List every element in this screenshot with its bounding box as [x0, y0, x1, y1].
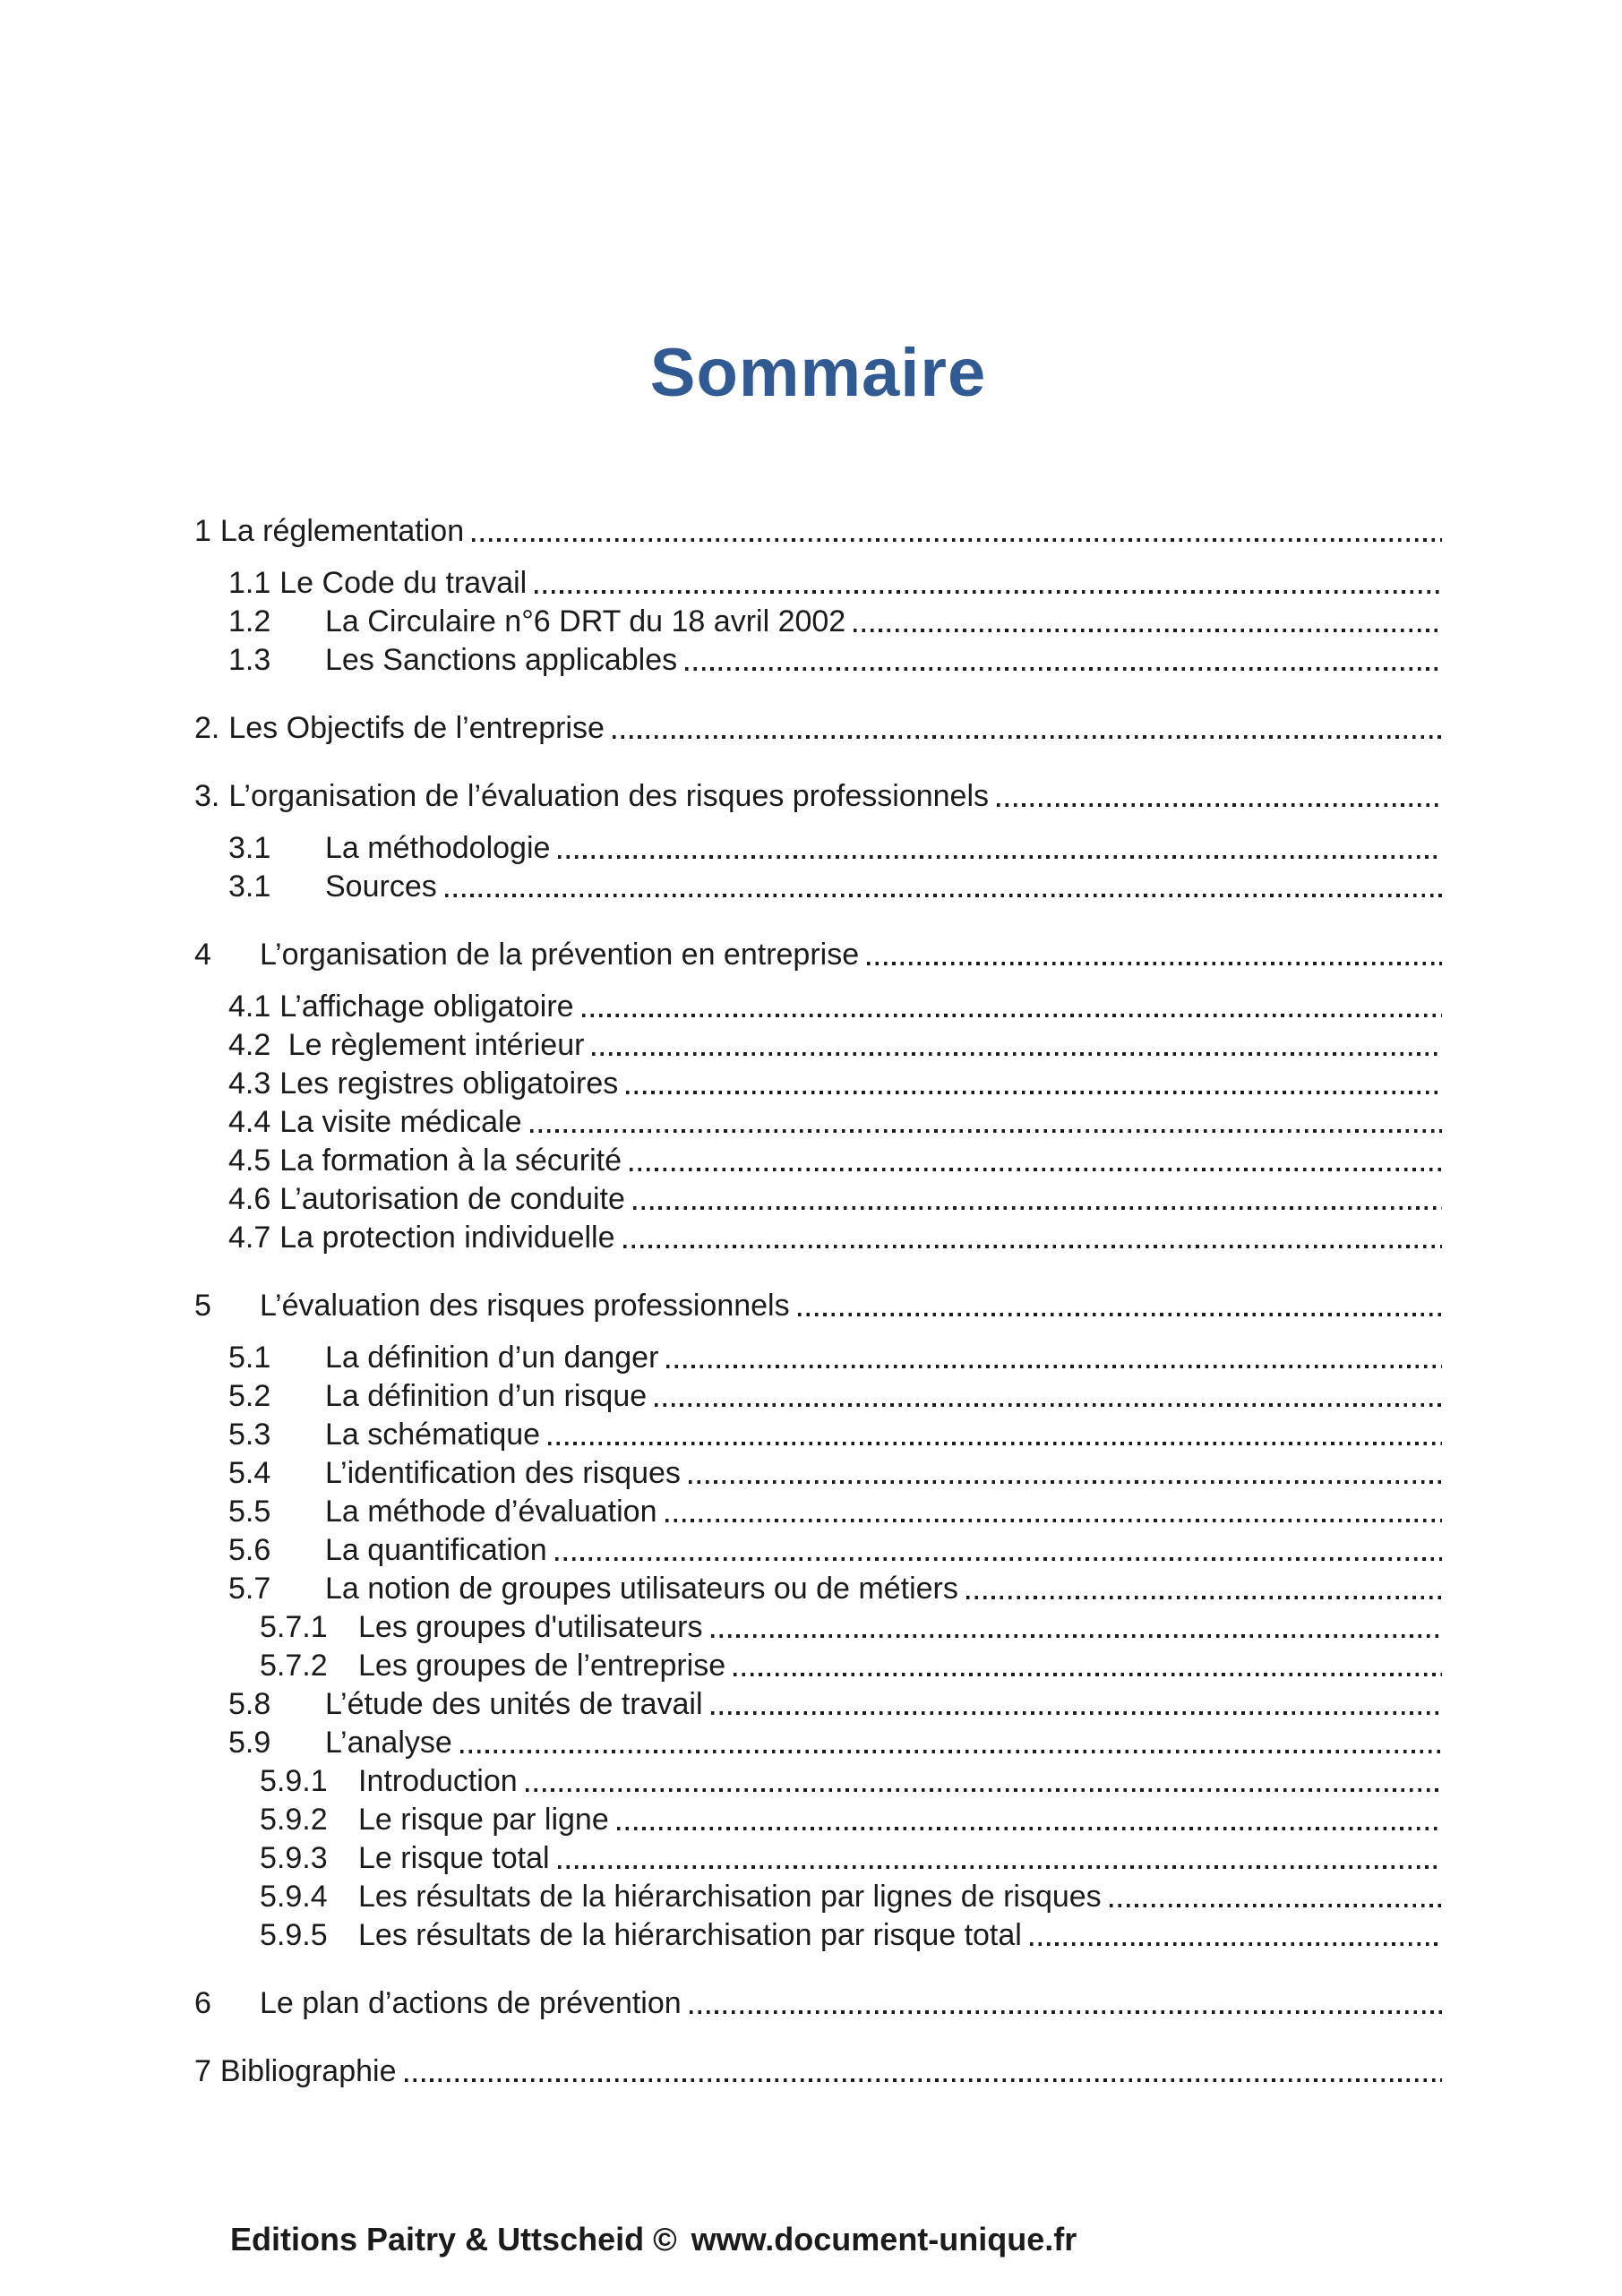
toc-section: [194, 1287, 1442, 1955]
toc-entry: [228, 1180, 1442, 1219]
toc-entry-number: 3.1: [228, 831, 271, 865]
toc-entry-label: La Circulaire n°6 DRT du 18 avril 2002: [325, 604, 846, 638]
dot-leader: [558, 1839, 1442, 1878]
toc-entry-number: 4.2: [228, 1028, 271, 1062]
dot-leader: [405, 2052, 1442, 2091]
toc-entry-label: La notion de groupes utilisateurs ou de métiers: [325, 1572, 958, 1606]
toc-entry-label: Bibliographie: [219, 2054, 397, 2088]
footer-publisher: Editions Paitry & Uttscheid ©: [230, 2221, 677, 2257]
toc-entry: [228, 1103, 1442, 1142]
toc-section: [194, 936, 1442, 1257]
dot-leader: [623, 1219, 1442, 1257]
dot-leader: [665, 1493, 1443, 1531]
toc-entry: [194, 512, 1442, 551]
toc-entry-label: Introduction: [358, 1764, 518, 1798]
toc-entry-label: Les registres obligatoires: [279, 1067, 619, 1101]
toc-entry-label: La définition d’un risque: [325, 1379, 648, 1413]
table-of-contents: [194, 512, 1442, 2091]
toc-section: [194, 709, 1442, 748]
toc-entry-number: 3.1: [228, 870, 271, 904]
toc-entry-number: 5.9.3: [260, 1841, 328, 1875]
toc-entry: [228, 1531, 1442, 1570]
toc-entry-label: La méthode d’évaluation: [325, 1495, 657, 1529]
toc-entry-number: 5.7: [228, 1572, 271, 1606]
dot-leader: [690, 1984, 1442, 2023]
toc-entry: [260, 1762, 1442, 1801]
toc-entry: [194, 777, 1442, 816]
toc-entry: [228, 1416, 1442, 1454]
toc-entry: [194, 709, 1442, 748]
dot-leader: [966, 1570, 1442, 1608]
toc-entry: [194, 2052, 1442, 2091]
toc-entry-number: 5.7.2: [260, 1649, 328, 1683]
dot-leader: [685, 641, 1442, 680]
toc-entry-label: La protection individuelle: [279, 1221, 615, 1255]
toc-entry: [228, 868, 1442, 906]
toc-entry-number: 5.1: [228, 1341, 271, 1375]
toc-entry: [260, 1608, 1442, 1647]
toc-entry: [228, 1493, 1442, 1531]
toc-entry-number: 4: [194, 938, 211, 972]
toc-entry: [228, 1724, 1442, 1762]
toc-entry-label: La définition d’un danger: [325, 1341, 659, 1375]
toc-entry: [260, 1916, 1442, 1955]
toc-entry-label: Le risque par ligne: [358, 1803, 609, 1837]
toc-entry: [260, 1878, 1442, 1916]
toc-entry: [228, 988, 1442, 1026]
dot-leader: [633, 1180, 1442, 1219]
toc-entry-number: 4.5: [228, 1144, 271, 1178]
toc-entry-label: La quantification: [325, 1533, 547, 1567]
toc-entry-number: 7: [194, 2054, 211, 2088]
dot-leader: [582, 988, 1442, 1026]
toc-entry-number: 5.7.1: [260, 1610, 328, 1644]
dot-leader: [867, 936, 1442, 974]
toc-entry: [228, 1026, 1442, 1065]
toc-entry: [228, 1685, 1442, 1724]
toc-entry-number: 5.9.1: [260, 1764, 328, 1798]
toc-entry-label: Les Objectifs de l’entreprise: [228, 711, 605, 745]
toc-entry-label: Les groupes d'utilisateurs: [358, 1610, 703, 1644]
dot-leader: [472, 512, 1442, 551]
toc-section-items: [194, 1339, 1442, 1955]
toc-entry: [228, 641, 1442, 680]
dot-leader: [734, 1647, 1442, 1685]
toc-entry: [228, 564, 1442, 603]
toc-entry-label: Sources: [325, 870, 437, 904]
dot-leader: [613, 709, 1442, 748]
toc-entry-label: L’analyse: [325, 1726, 452, 1760]
toc-entry-number: 5.6: [228, 1533, 271, 1567]
toc-entry-number: 1.3: [228, 643, 271, 677]
footer-url: www.document-unique.fr: [691, 2221, 1077, 2257]
dot-leader: [526, 1762, 1442, 1801]
toc-entry-label: Le Code du travail: [279, 566, 528, 600]
dot-leader: [548, 1416, 1442, 1454]
dot-leader: [558, 829, 1442, 868]
toc-entry: [194, 1287, 1442, 1325]
toc-entry-number: 2.: [194, 711, 220, 745]
toc-entry-label: La méthodologie: [325, 831, 551, 865]
toc-entry-label: Les résultats de la hiérarchisation par lignes de risques: [358, 1880, 1102, 1914]
toc-entry-label: Les groupes de l’entreprise: [358, 1649, 726, 1683]
toc-entry-label: L’organisation de la prévention en entreprise: [260, 938, 860, 972]
dot-leader: [626, 1065, 1442, 1103]
toc-entry-number: 5.9: [228, 1726, 271, 1760]
toc-section-items: [194, 564, 1442, 680]
toc-entry: [228, 1570, 1442, 1608]
toc-entry-label: L’identification des risques: [325, 1456, 681, 1490]
toc-section-items: [194, 988, 1442, 1257]
toc-entry-number: 5.9.5: [260, 1918, 328, 1952]
toc-entry-number: 1.2: [228, 604, 271, 638]
toc-entry: [228, 1377, 1442, 1416]
dot-leader: [1110, 1878, 1442, 1916]
dot-leader: [1030, 1916, 1442, 1955]
toc-entry-label: Le plan d’actions de prévention: [260, 1986, 682, 2020]
toc-entry: [228, 1339, 1442, 1377]
page-footer: [194, 2183, 1077, 2296]
toc-entry-number: 5.2: [228, 1379, 271, 1413]
toc-entry-label: La visite médicale: [279, 1105, 522, 1139]
toc-entry-label: L’affichage obligatoire: [279, 990, 574, 1024]
toc-entry-label: L’autorisation de conduite: [279, 1182, 625, 1216]
toc-entry: [228, 1142, 1442, 1180]
toc-entry: [260, 1801, 1442, 1839]
dot-leader: [711, 1685, 1442, 1724]
dot-leader: [854, 603, 1442, 641]
toc-entry: [260, 1839, 1442, 1878]
dot-leader: [630, 1142, 1442, 1180]
toc-entry: [260, 1647, 1442, 1685]
toc-entry-number: 4.4: [228, 1105, 271, 1139]
toc-entry: [228, 603, 1442, 641]
dot-leader: [666, 1339, 1442, 1377]
toc-entry-number: 5.4: [228, 1456, 271, 1490]
toc-entry-number: 1.1: [228, 566, 271, 600]
dot-leader: [535, 564, 1442, 603]
dot-leader: [655, 1377, 1442, 1416]
dot-leader: [997, 777, 1442, 816]
toc-entry-label: L’organisation de l’évaluation des risques professionnels: [228, 779, 990, 813]
toc-section: [194, 512, 1442, 680]
dot-leader: [530, 1103, 1442, 1142]
toc-entry-number: 4.1: [228, 990, 271, 1024]
toc-entry: [228, 1454, 1442, 1493]
dot-leader: [711, 1608, 1443, 1647]
toc-entry: [194, 1984, 1442, 2023]
toc-entry-label: Le risque total: [358, 1841, 550, 1875]
toc-entry-number: 4.6: [228, 1182, 271, 1216]
toc-entry: [228, 1065, 1442, 1103]
toc-entry-label: La schématique: [325, 1418, 541, 1452]
toc-entry-number: 5.5: [228, 1495, 271, 1529]
dot-leader: [617, 1801, 1442, 1839]
toc-entry-number: 4.7: [228, 1221, 271, 1255]
dot-leader: [592, 1026, 1442, 1065]
toc-entry-number: 5.9.2: [260, 1803, 328, 1837]
dot-leader: [445, 868, 1442, 906]
toc-entry-number: 1: [194, 514, 211, 548]
dot-leader: [689, 1454, 1442, 1493]
dot-leader: [555, 1531, 1442, 1570]
toc-entry-label: La réglementation: [219, 514, 465, 548]
toc-entry-label: Le règlement intérieur: [279, 1028, 585, 1062]
toc-entry-number: 6: [194, 1986, 211, 2020]
toc-entry-label: L’étude des unités de travail: [325, 1687, 703, 1721]
toc-entry-number: 5.3: [228, 1418, 271, 1452]
toc-entry-number: 4.3: [228, 1067, 271, 1101]
dot-leader: [798, 1287, 1442, 1325]
toc-section: [194, 777, 1442, 906]
toc-entry-label: La formation à la sécurité: [279, 1144, 622, 1178]
page-title: Sommaire: [649, 334, 987, 411]
toc-entry: [228, 829, 1442, 868]
toc-entry-label: Les Sanctions applicables: [325, 643, 678, 677]
toc-entry-number: 5.8: [228, 1687, 271, 1721]
toc-section: [194, 2052, 1442, 2091]
dot-leader: [460, 1724, 1442, 1762]
toc-entry-label: L’évaluation des risques professionnels: [260, 1289, 790, 1323]
toc-entry: [194, 936, 1442, 974]
toc-section-items: [194, 829, 1442, 906]
toc-entry-number: 5: [194, 1289, 211, 1323]
toc-entry-number: 5.9.4: [260, 1880, 328, 1914]
toc-entry: [228, 1219, 1442, 1257]
toc-entry-number: 3.: [194, 779, 220, 813]
toc-entry-label: Les résultats de la hiérarchisation par risque total: [358, 1918, 1022, 1952]
toc-section: [194, 1984, 1442, 2023]
